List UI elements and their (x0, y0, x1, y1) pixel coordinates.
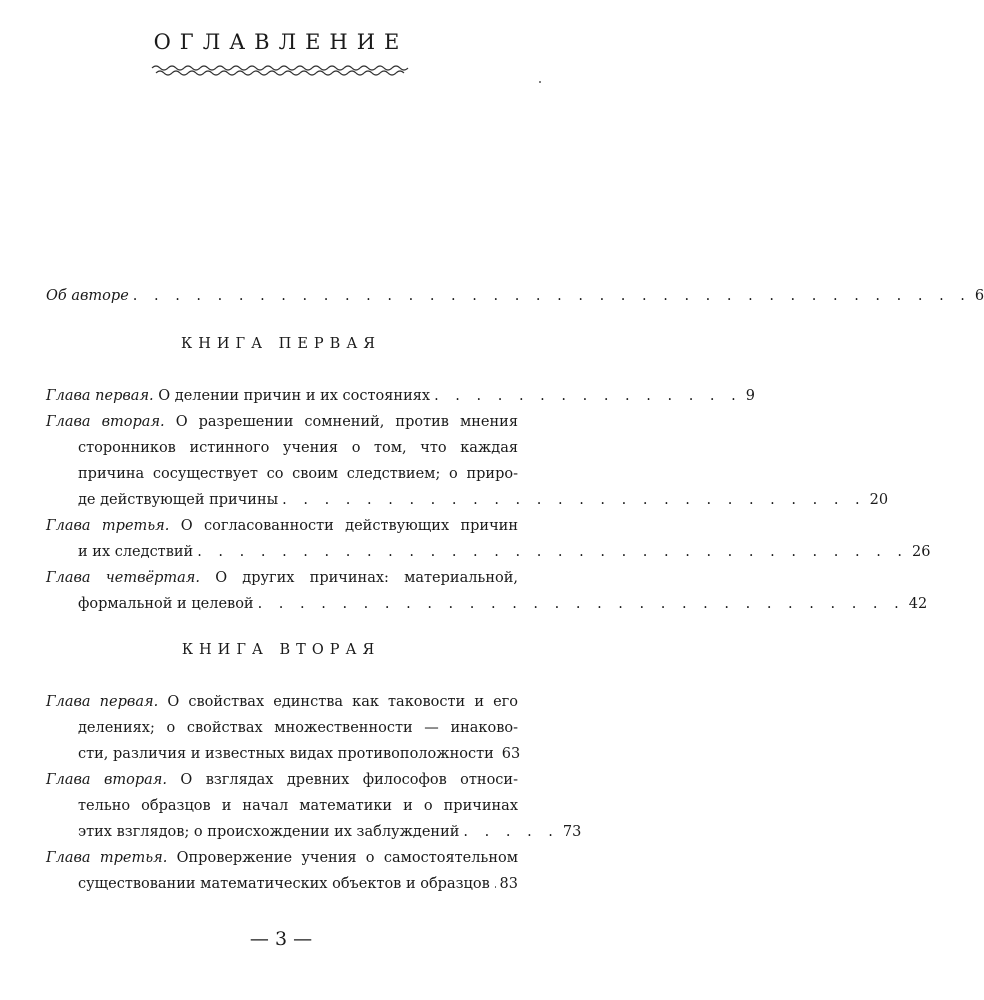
toc-entry[interactable] (46, 409, 889, 513)
chapter-text: причина сосуществует со своим следствием; о приро- (78, 466, 518, 482)
page-folio: — 3 — (249, 928, 313, 950)
chapter-label: Глава четвёртая. (46, 570, 201, 586)
leader-dots: . . . . . . . . . . . . . . . . . . . . . . . . . . . . (282, 492, 866, 508)
chapter-label: Глава первая. (46, 694, 159, 710)
page-number: 26 (912, 544, 931, 560)
leader-dots: . . . . . . . . . . . . . . . (434, 388, 742, 404)
chapter-text: этих взглядов; о происхождении их заблуждений (78, 824, 460, 840)
chapter-text: делениях; о свойствах множественности — инаково- (78, 720, 518, 736)
page-number: 42 (908, 596, 928, 612)
chapter-text: О разрешении сомнений, против мнения (175, 414, 518, 430)
chapter-text: сти, различия и известных видах противоположности (78, 746, 494, 762)
chapter-text: О делении причин и их состояниях (158, 388, 431, 404)
chapter-label: Глава первая. (46, 388, 154, 404)
page-number: 73 (562, 824, 582, 840)
wave-ornament (152, 64, 410, 76)
ink-speck (539, 81, 541, 83)
toc-label: Об авторе (46, 288, 129, 304)
chapter-text: О свойствах единства как таковости и его (167, 694, 519, 710)
page-title: ОГЛАВЛЕНИЕ (153, 30, 409, 54)
toc-entry[interactable] (46, 767, 582, 845)
toc-entry[interactable] (46, 383, 755, 409)
leader-dots (494, 871, 496, 897)
chapter-label: Глава вторая. (46, 414, 165, 430)
chapter-label: Глава вторая. (46, 772, 168, 788)
chapter-text: О других причинах: материальной, (215, 570, 518, 586)
chapter-text: тельно образцов и начал математики и о причинах (78, 798, 518, 814)
book-heading-1: КНИГА ПЕРВАЯ (180, 336, 382, 352)
toc-entry[interactable] (46, 513, 931, 565)
page-number: 9 (745, 388, 755, 404)
leader-dots: . . . . . . . . . . . . . . . . . . . . . . . . . . . . . . . . . . . . . . . . (132, 288, 971, 304)
chapter-label: Глава третья. (46, 850, 168, 866)
chapter-text: О согласованности действующих причин (180, 518, 519, 534)
leader-dots: . . . . . . . . . . . . . . . . . . . . . . . . . . . . . . . . . . (197, 544, 909, 560)
chapter-label: Глава третья. (46, 518, 170, 534)
chapter-text: де действующей причины (78, 492, 279, 508)
leader-dots: . . . . . . . . . . . . . . . . . . . . . . . . . . . . . . . (257, 596, 905, 612)
page-number: 63 (501, 746, 521, 762)
chapter-text: Опровержение учения о самостоятельном (176, 850, 519, 866)
book-heading-2: КНИГА ВТОРАЯ (181, 642, 381, 658)
page-number: 20 (869, 492, 889, 508)
page-number: 83 (499, 876, 518, 892)
chapter-text: и их следствий (78, 544, 194, 560)
page-number: 6 (974, 288, 984, 304)
chapter-text: формальной и целевой (78, 596, 254, 612)
leader-dots: . . . . . (463, 824, 559, 840)
toc-entry[interactable] (46, 845, 518, 897)
chapter-text: существовании математических объектов и образцов (78, 876, 490, 892)
toc-entry[interactable] (46, 689, 521, 767)
chapter-text: О взглядах древних философов относи- (180, 772, 518, 788)
chapter-text: сторонников истинного учения о том, что каждая (78, 440, 518, 456)
toc-entry[interactable] (46, 565, 928, 617)
toc-entry-about[interactable] (46, 283, 984, 309)
